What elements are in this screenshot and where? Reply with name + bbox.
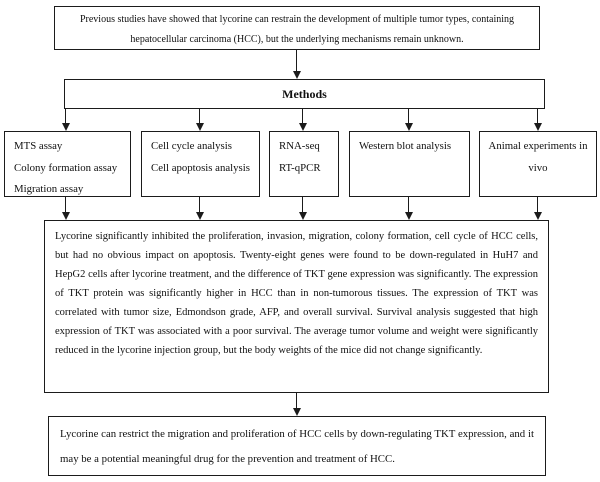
arrow-shaft — [408, 197, 410, 212]
arrowhead-icon — [534, 123, 542, 131]
method-line: Animal experiments in vivo — [488, 140, 588, 174]
arrowhead-icon — [534, 212, 542, 220]
arrowhead-icon — [62, 212, 70, 220]
method-line: RT-qPCR — [279, 161, 321, 174]
arrowhead-icon — [299, 123, 307, 131]
arrow-shaft — [65, 109, 67, 123]
arrow-shaft — [199, 197, 201, 212]
arrow-shaft — [302, 197, 304, 212]
arrow-assays-to-results-icon — [61, 197, 70, 220]
intro-box — [54, 6, 540, 50]
intro-text: Previous studies have showed that lycorine can restrain the development of multiple tumor types, containing hepatocellular carcinoma (HCC), but the underlying mechanisms remain unknown. — [79, 14, 515, 45]
results-text: Lycorine significantly inhibited the proliferation, invasion, migration, colony formation, cell cycle of HCC cells, but had no obvious impact on apoptosis. Twenty-eight genes were found to be down-regulated in HuH7 and HepG2 cells after lycorine treatment, and the difference of TKT gene expression was significantly. The expression of TKT protein was significantly higher in HCC than in non-tumorous tissues. The expression of TKT was correlated with tumor size, Edmondson grade, AFP, and overall survival. Survival analysis suggested that high expression of TKT was associated with a poor survival. The average tumor volume and weight were significantly reduced in the lycorine injection group, but the body weights of the mice did not change significantly. — [55, 231, 538, 356]
arrow-intro-to-methods-icon — [292, 50, 301, 79]
method-box-animal-experiments — [479, 131, 597, 197]
method-box-western-blot — [349, 131, 470, 197]
arrow-shaft — [408, 109, 410, 123]
arrowhead-icon — [293, 71, 301, 79]
arrowhead-icon — [405, 212, 413, 220]
method-line: Western blot analysis — [359, 140, 452, 152]
arrow-shaft — [537, 197, 539, 212]
arrow-shaft — [302, 109, 304, 123]
conclusion-box — [48, 416, 546, 476]
arrow-methods-to-assays-icon — [61, 109, 70, 131]
methods-box — [64, 79, 545, 109]
arrow-cycle-to-results-icon — [195, 197, 204, 220]
arrow-methods-to-cycle-icon — [195, 109, 204, 131]
arrow-animal-to-results-icon — [533, 197, 542, 220]
arrow-seq-to-results-icon — [298, 197, 307, 220]
method-line: MTS assay — [14, 140, 63, 152]
method-line: Migration assay — [14, 183, 84, 195]
arrow-shaft — [537, 109, 539, 123]
arrowhead-icon — [299, 212, 307, 220]
arrow-shaft — [199, 109, 201, 123]
methods-label: Methods — [282, 86, 327, 101]
arrowhead-icon — [405, 123, 413, 131]
arrow-results-to-conclusion-icon — [292, 393, 301, 416]
method-box-cell-function-assays — [4, 131, 131, 197]
method-line: Cell apoptosis analysis — [151, 161, 250, 174]
arrow-shaft — [65, 197, 67, 212]
arrow-shaft — [296, 393, 298, 408]
arrowhead-icon — [62, 123, 70, 131]
method-line: RNA-seq — [279, 140, 320, 152]
arrowhead-icon — [293, 408, 301, 416]
conclusion-text: Lycorine can restrict the migration and proliferation of HCC cells by down-regulating TKT expression, and it may be a potential meaningful drug for the prevention and treatment of HCC. — [60, 428, 534, 465]
arrow-shaft — [296, 50, 298, 71]
results-box — [44, 220, 549, 393]
method-box-cycle-apoptosis — [141, 131, 260, 197]
method-line: Colony formation assay — [14, 161, 118, 174]
method-line: Cell cycle analysis — [151, 140, 232, 152]
arrowhead-icon — [196, 212, 204, 220]
arrowhead-icon — [196, 123, 204, 131]
arrow-western-to-results-icon — [404, 197, 413, 220]
arrow-methods-to-seq-icon — [298, 109, 307, 131]
method-box-sequencing — [269, 131, 339, 197]
arrow-methods-to-western-icon — [404, 109, 413, 131]
arrow-methods-to-animal-icon — [533, 109, 542, 131]
